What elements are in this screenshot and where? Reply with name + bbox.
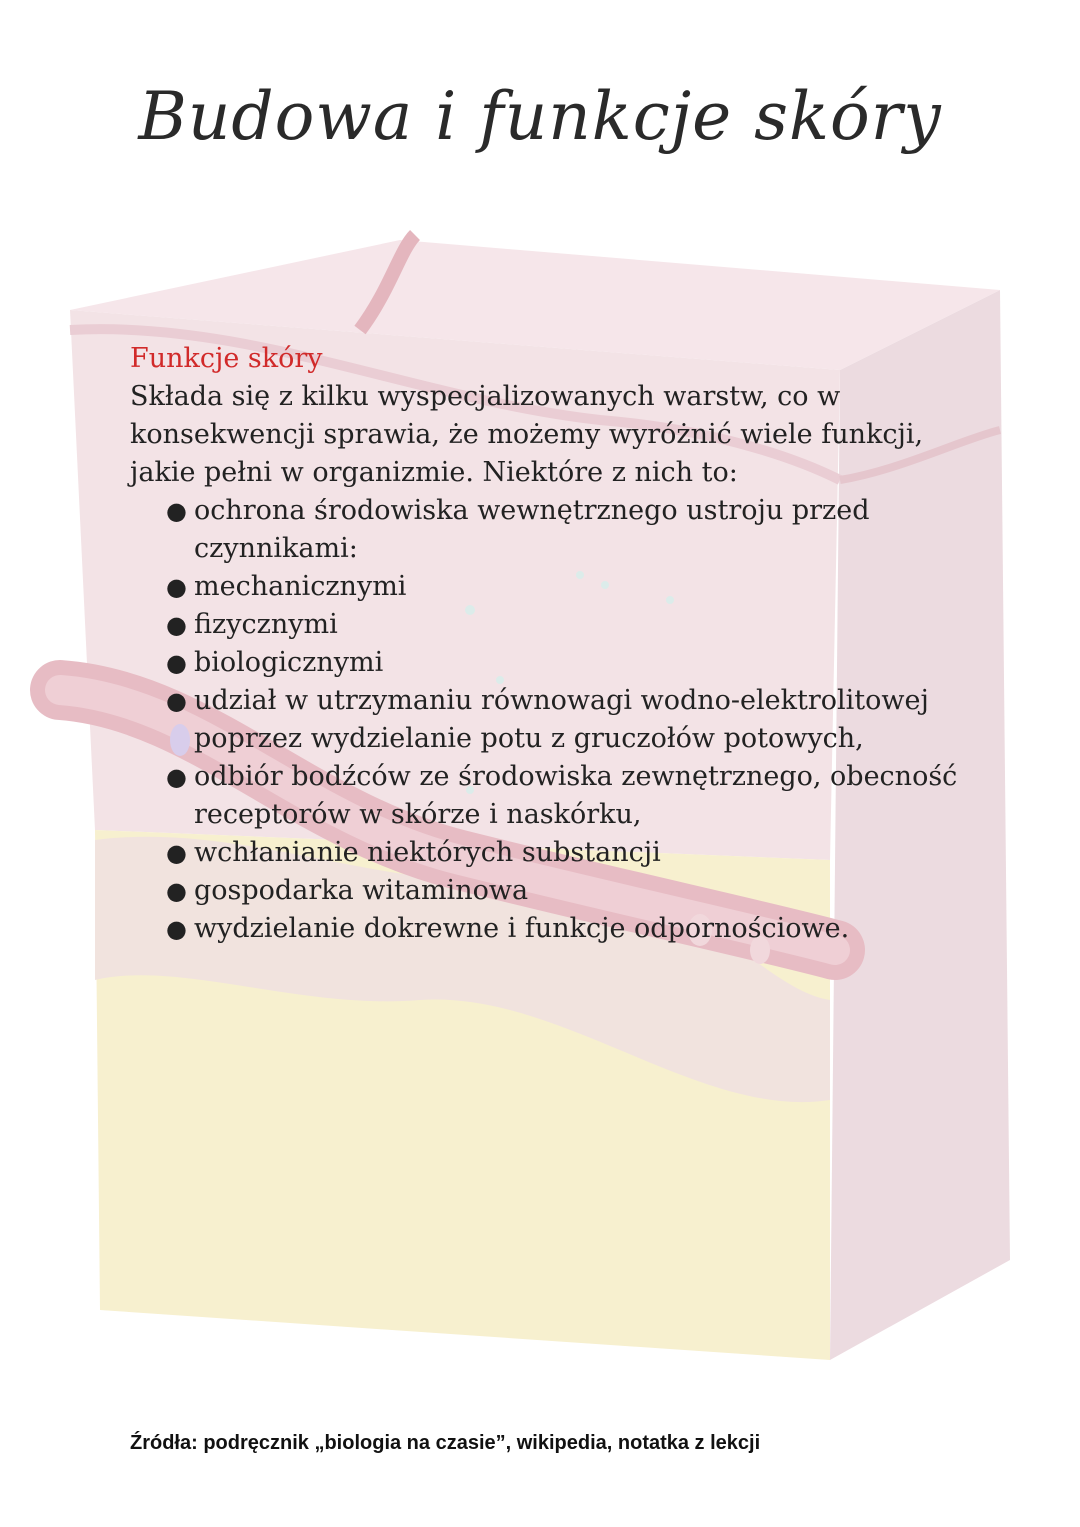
functions-list — [130, 492, 970, 948]
list-item-text: gospodarka witaminowa — [194, 875, 529, 906]
list-item-text: biologicznymi — [194, 647, 384, 678]
bullet-icon: ● — [166, 687, 187, 715]
list-item — [166, 568, 970, 606]
list-item-text: wydzielanie dokrewne i funkcje odpornościowe. — [194, 913, 850, 944]
skin-functions-section — [130, 340, 970, 948]
page-title: Budowa i funkcje skóry — [138, 78, 942, 155]
section-intro: Składa się z kilku wyspecjalizowanych warstw, co w konsekwencji sprawia, że możemy wyróżnić wiele funkcji, jakie pełni w organizmie. Niektóre z nich to: — [130, 381, 924, 488]
list-item-text: fizycznymi — [194, 609, 338, 640]
list-item — [166, 606, 970, 644]
list-item — [166, 682, 970, 758]
list-item-text: udział w utrzymaniu równowagi wodno-elektrolitowej poprzez wydzielanie potu z gruczołów potowych, — [194, 685, 929, 754]
bullet-icon: ● — [166, 497, 187, 525]
list-item — [166, 872, 970, 910]
list-item — [166, 758, 970, 834]
section-heading: Funkcje skóry — [130, 343, 323, 374]
bullet-icon: ● — [166, 573, 187, 601]
bullet-icon: ● — [166, 839, 187, 867]
bullet-icon: ● — [166, 611, 187, 639]
list-item-text: mechanicznymi — [194, 571, 407, 602]
list-item — [166, 644, 970, 682]
sources-footer: Źródła: podręcznik „biologia na czasie”, wikipedia, notatka z lekcji — [130, 1432, 761, 1454]
list-item-text: wchłanianie niektórych substancji — [194, 837, 661, 868]
bullet-icon: ● — [166, 915, 187, 943]
list-item — [166, 910, 970, 948]
list-item — [166, 834, 970, 872]
bullet-icon: ● — [166, 877, 187, 905]
list-item — [166, 492, 970, 568]
bullet-icon: ● — [166, 649, 187, 677]
list-item-text: odbiór bodźców ze środowiska zewnętrznego, obecność receptorów w skórze i naskórku, — [194, 761, 958, 830]
list-item-text: ochrona środowiska wewnętrznego ustroju przed czynnikami: — [194, 495, 870, 564]
bullet-icon: ● — [166, 763, 187, 791]
